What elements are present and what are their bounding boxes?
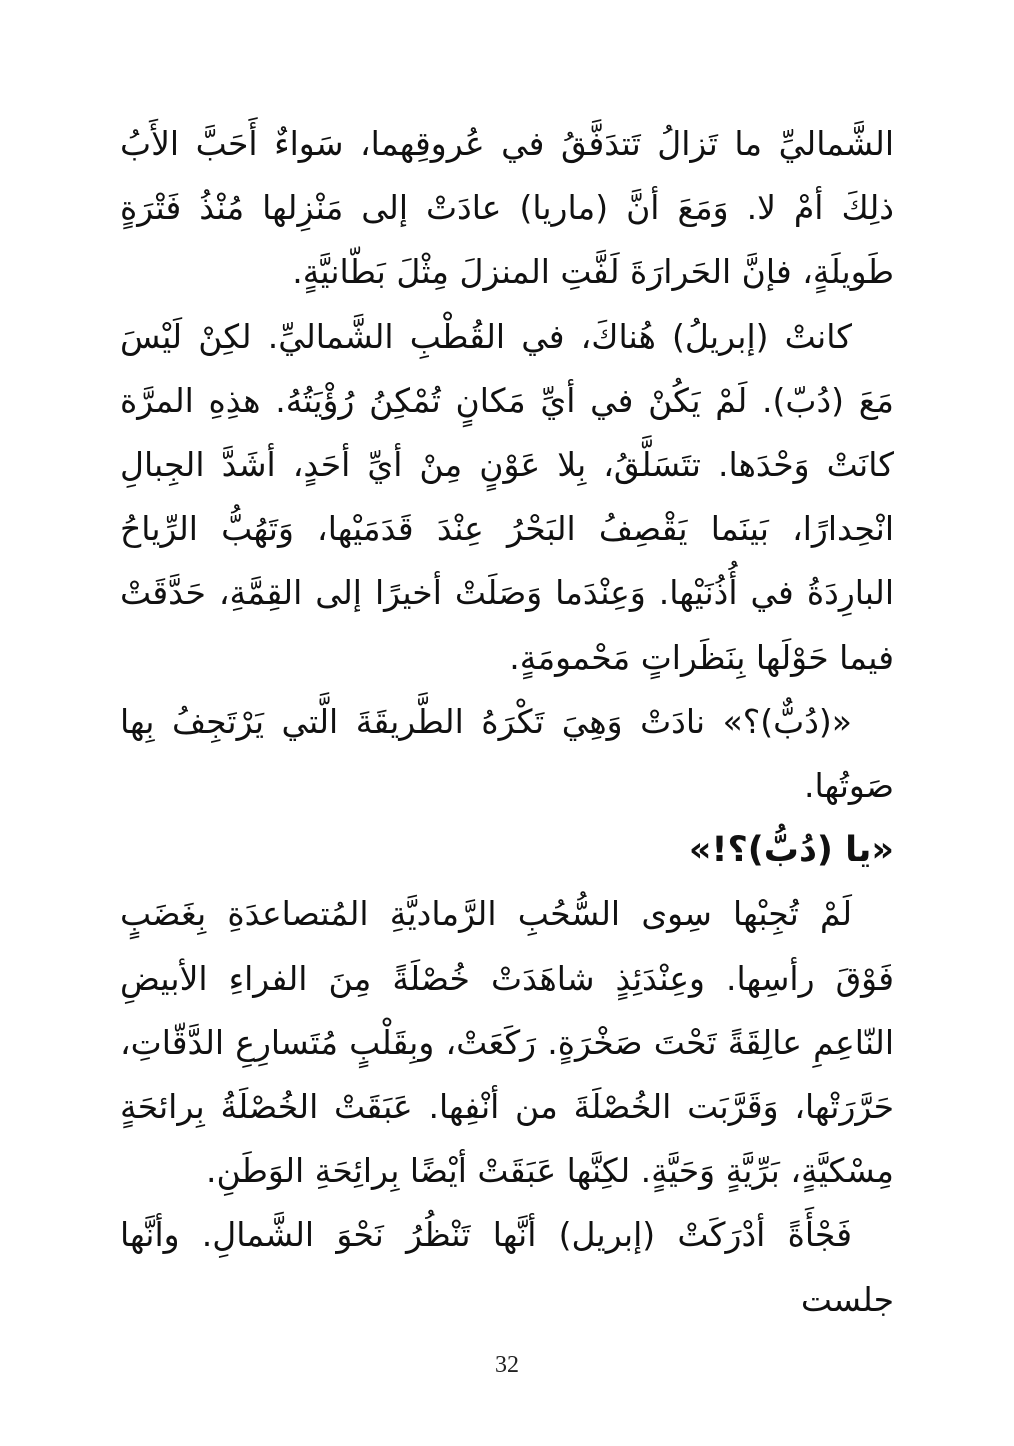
paragraph-3: «(دُبٌّ)؟» نادَتْ وَهِيَ تَكْرَهُ الطَّريقَةَ الَّتي يَرْتَجِفُ بِها صَوتُها. [120, 701, 894, 806]
paragraph-2: كانتْ (إبريلُ) هُناكَ، في القُطْبِ الشَّماليِّ. لكِنْ لَيْسَ مَعَ (دُبّ). لَمْ يَكُنْ في أيِّ مَكانٍ تُمْكِنُ رُؤْيَتُهُ. هذِهِ المرَّة كانَتْ وَحْدَها. تتَسَلَّقُ، بِلا عَوْنٍ مِنْ أيِّ أحَدٍ، أشَدَّ الجِبالِ انْحِدارًا، بَينَما يَقْصِفُ البَحْرُ عِنْدَ قَدَمَيْها، وَتَهُبُّ الرِّياحُ البارِدَةُ في أُذُنَيْها. وَعِنْدَما وَصَلَتْ أخيرًا إلى القِمَّةِ، حَدَّقَتْ فيما حَوْلَها بِنَظَراتٍ مَحْمومَةٍ. [120, 316, 894, 677]
paragraph-4-exclamation: «يا (دُبُّ)؟!» [688, 830, 894, 871]
paragraph-1: الشَّماليِّ ما تَزالُ تَتدَفَّقُ في عُروقِهما، سَواءٌ أَحَبَّ الأَبُ ذلِكَ أمْ لا. وَمَعَ أنَّ (ماريا) عادَتْ إلى مَنْزِلها مُنْذُ فَتْرَةٍ طَويلَةٍ، فإنَّ الحَرارَةَ لَفَّتِ المنزلَ مِثْلَ بَطّانيَّةٍ. [120, 124, 894, 292]
paragraph-5: لَمْ تُجِبْها سِوى السُّحُبِ الرَّماديَّةِ المُتصاعدَةِ بِغَضَبٍ فَوْقَ رأسِها. وعِنْدَئِذٍ شاهَدَتْ خُصْلَةً مِنَ الفراءِ الأبيضِ النّاعِمِ عالِقَةً تَحْتَ صَخْرَةٍ. رَكَعَتْ، وبِقَلْبٍ مُتَسارِعِ الدَّقّاتِ، حَرَّرَتْها، وَقَرَّبَت الخُصْلَةَ من أنْفِها. عَبَقَتْ الخُصْلَةُ بِرائحَةٍ مِسْكيَّةٍ، بَرِّيَّةٍ وَحَيَّةٍ. لكِنَّها عَبَقَتْ أيْضًا بِرائِحَةِ الوَطَنِ. [120, 894, 894, 1191]
page-number: 32 [495, 1352, 519, 1378]
page-body [120, 112, 894, 1332]
paragraph-6: فَجْأَةً أدْرَكَتْ (إبريل) أنَّها تَنْظُرُ نَحْوَ الشَّمالِ. وأنَّها جلست [120, 1215, 894, 1319]
